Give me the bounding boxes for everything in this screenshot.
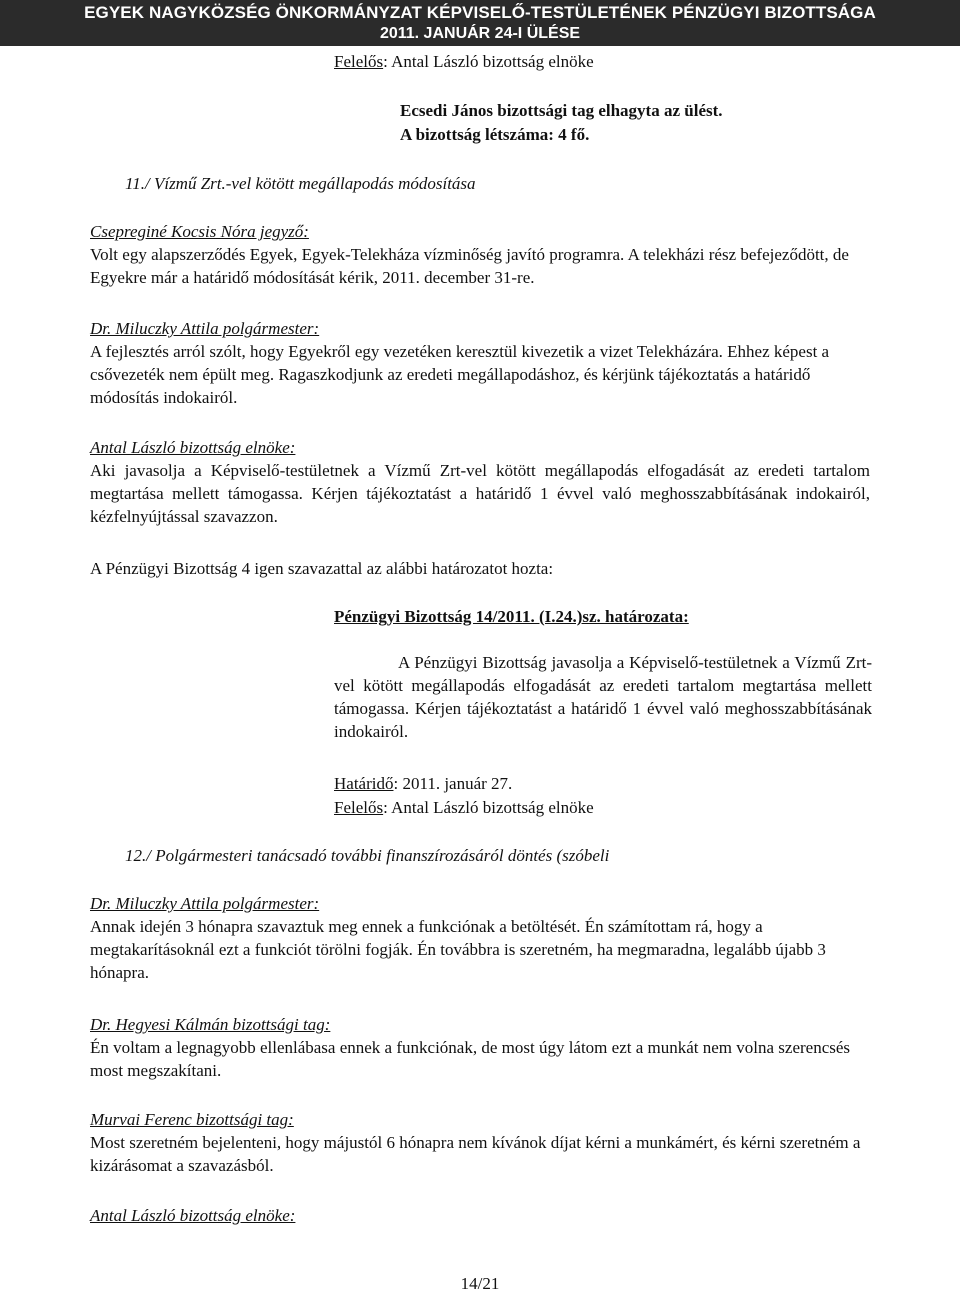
speech-hegyesi: Én voltam a legnagyobb ellenlábasa ennek a funkciónak, de most úgy látom ezt a munkát nem volna szerencsés most megszakítani. bbox=[90, 1038, 851, 1080]
speech-miluczky-2: Annak idején 3 hónapra szavaztuk meg ennek a funkciónak a betöltését. Én számítottam rá, hogy a megtakarításoknál ezt a funkciót törölni fogják. Én továbbra is szeretném, ha megmaradna, legalább újabb 3 hónapra. bbox=[90, 917, 826, 982]
resolution-responsible bbox=[334, 796, 594, 819]
responsible-label: Felelős bbox=[334, 798, 384, 817]
page-number: 14/21 bbox=[460, 1274, 500, 1293]
resolution-text: A Pénzügyi Bizottság javasolja a Képviselő-testületnek a Vízmű Zrt-vel kötött megállapodás elfogadását az eredeti tartalom megtartása mellett támogassa. Kérjen tájékoztatást a határidő 1 évvel való meghosszabbításának indokairól. bbox=[334, 653, 872, 741]
responsible-text: : Antal László bizottság elnöke bbox=[383, 798, 594, 817]
speech-murvai: Most szeretném bejelenteni, hogy májustól 6 hónapra nem kívánok díjat kérni a munkámért, és kérni szeretném a kizárásomat a szavazásból. bbox=[90, 1133, 861, 1175]
speech-csepregine: Volt egy alapszerződés Egyek, Egyek-Telekháza vízminőség javító programra. A telekházi rész befejeződött, de Egyekre már a határidő módosítását kérik, 2011. december 31-re. bbox=[90, 245, 849, 287]
header-title: EGYEK NAGYKÖZSÉG ÖNKORMÁNYZAT KÉPVISELŐ-TESTÜLETÉNEK PÉNZÜGYI BIZOTTSÁGA bbox=[84, 3, 876, 22]
deadline-text: : 2011. január 27. bbox=[393, 774, 513, 793]
speaker-murvai: Murvai Ferenc bizottsági tag: bbox=[90, 1110, 294, 1129]
deadline-label: Határidő bbox=[334, 774, 394, 793]
felelos-text: : Antal László bizottság elnöke bbox=[383, 52, 594, 71]
agenda-item-11-title: 11./ Vízmű Zrt.-vel kötött megállapodás módosítása bbox=[125, 174, 476, 193]
notice-headcount: A bizottság létszáma: 4 fő. bbox=[400, 125, 590, 144]
notice-left-meeting: Ecsedi János bizottsági tag elhagyta az ülést. bbox=[400, 101, 723, 120]
speaker-csepregine: Csepreginé Kocsis Nóra jegyző: bbox=[90, 222, 309, 241]
resolution-deadline bbox=[334, 772, 512, 795]
speaker-antal: Antal László bizottság elnöke: bbox=[90, 438, 296, 457]
document-header bbox=[0, 0, 960, 46]
speaker-miluczky: Dr. Miluczky Attila polgármester: bbox=[90, 319, 320, 338]
speaker-miluczky-2: Dr. Miluczky Attila polgármester: bbox=[90, 894, 320, 913]
resolution-title: Pénzügyi Bizottság 14/2011. (I.24.)sz. határozata: bbox=[334, 607, 689, 626]
speaker-hegyesi: Dr. Hegyesi Kálmán bizottsági tag: bbox=[90, 1015, 331, 1034]
speech-miluczky: A fejlesztés arról szólt, hogy Egyekről egy vezetéken keresztül kivezetik a vizet Telekházára. Ehhez képest a csővezeték nem épült meg. Ragaszkodjunk az eredeti megállapodáshoz, és kérjünk tájékoztatás a határidő módosítás indokairól. bbox=[90, 342, 830, 407]
top-felelos bbox=[334, 50, 594, 73]
speech-antal: Aki javasolja a Képviselő-testületnek a Vízmű Zrt-vel kötött megállapodás elfogadását az eredeti tartalom megtartása mellett támogassa. Kérjen tájékoztatást a határidő 1 évvel való meghosszabbításának indokairól, kézfelnyújtással szavazzon. bbox=[90, 461, 870, 526]
agenda-item-12-title: 12./ Polgármesteri tanácsadó további finanszírozásáról döntés (szóbeli bbox=[125, 846, 610, 865]
felelos-label: Felelős bbox=[334, 52, 384, 71]
speaker-antal-2: Antal László bizottság elnöke: bbox=[90, 1206, 296, 1225]
header-subtitle: 2011. JANUÁR 24-I ÜLÉSE bbox=[379, 25, 581, 42]
vote-statement: A Pénzügyi Bizottság 4 igen szavazattal az alábbi határozatot hozta: bbox=[90, 559, 554, 578]
